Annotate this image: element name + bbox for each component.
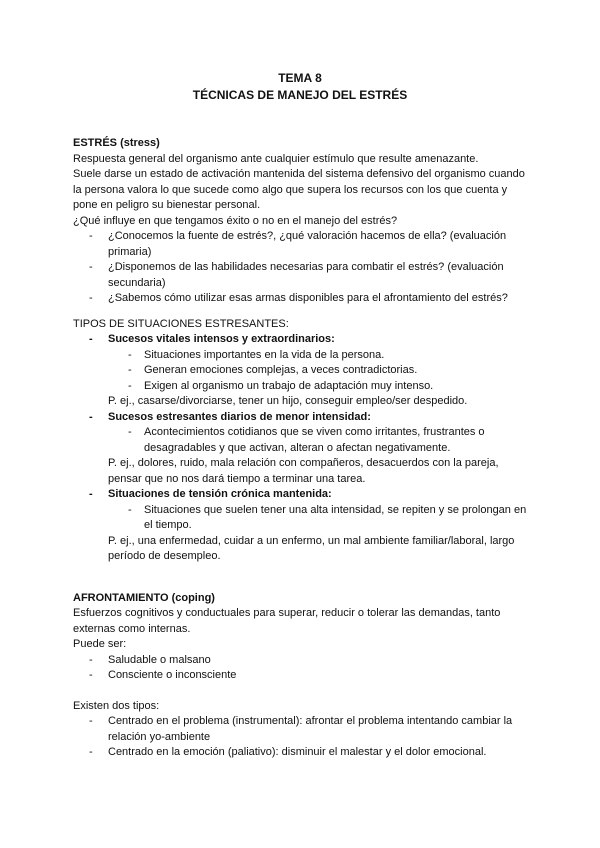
paragraph: Esfuerzos cognitivos y conductuales para superar, reducir o tolerar las demandas, tanto externas como internas. (73, 607, 501, 635)
group-label: - Sucesos estresantes diarios de menor intensidad: (73, 410, 528, 426)
section-heading-estres: ESTRÉS (stress) (73, 137, 160, 149)
sub-bullet-item: - Acontecimientos cotidianos que se viven como irritantes, frustrantes o desagradables y que activan, alteran o afectan negativamente. (73, 425, 528, 456)
example-text: P. ej., dolores, ruido, mala relación con compañeros, desacuerdos con la pareja, pensar que no nos dará tiempo a terminar una tarea. (108, 457, 499, 485)
bullet-item: - ¿Conocemos la fuente de estrés?, ¿qué valoración hacemos de ella? (evaluación primaria) (73, 229, 528, 260)
group-label: - Situaciones de tensión crónica mantenida: (73, 487, 528, 503)
sub-bullet-item: - Situaciones que suelen tener una alta intensidad, se repiten y se prolongan en el tiempo. (73, 503, 528, 534)
bullet-item: - Consciente o inconsciente (73, 668, 528, 684)
bullet-item: - ¿Sabemos cómo utilizar esas armas disponibles para el afrontamiento del estrés? (73, 291, 528, 307)
group-label: - Sucesos vitales intensos y extraordinarios: (73, 332, 528, 348)
paragraph: Suele darse un estado de activación mantenida del sistema defensivo del organismo cuando la persona valora lo que sucede como algo que supera los recursos con los que cuenta y pone en peligro su bienestar personal. (73, 168, 525, 211)
paragraph: Respuesta general del organismo ante cualquier estímulo que resulte amenazante. (73, 152, 479, 165)
example-text: P. ej., casarse/divorciarse, tener un hijo, conseguir empleo/ser despedido. (108, 395, 468, 407)
page-title: TÉCNICAS DE MANEJO DEL ESTRÉS (192, 88, 408, 102)
bullet-item: - Saludable o malsano (73, 653, 528, 669)
bullet-item: - ¿Disponemos de las habilidades necesarias para combatir el estrés? (evaluación secundaria) (73, 260, 528, 291)
section-heading-tipos: TIPOS DE SITUACIONES ESTRESANTES: (73, 317, 289, 330)
bullet-item: - Centrado en el problema (instrumental): afrontar el problema intentando cambiar la relación yo-ambiente (73, 714, 528, 745)
document-body (73, 136, 528, 761)
bullet-item: - Centrado en la emoción (paliativo): disminuir el malestar y el dolor emocional. (73, 745, 528, 761)
paragraph: ¿Qué influye en que tengamos éxito o no en el manejo del estrés? (73, 214, 398, 227)
section-heading-afrontamiento: AFRONTAMIENTO (coping) (73, 591, 215, 604)
sub-bullet-item: - Exigen al organismo un trabajo de adaptación muy intenso. (73, 379, 528, 395)
paragraph: Existen dos tipos: (73, 699, 160, 712)
paragraph: Puede ser: (73, 638, 127, 650)
topic-number: TEMA 8 (278, 71, 322, 85)
example-text: P. ej., una enfermedad, cuidar a un enfermo, un mal ambiente familiar/laboral, largo período de desempleo. (108, 534, 515, 562)
sub-bullet-item: - Generan emociones complejas, a veces contradictorias. (73, 363, 528, 379)
sub-bullet-item: - Situaciones importantes en la vida de la persona. (73, 348, 528, 364)
